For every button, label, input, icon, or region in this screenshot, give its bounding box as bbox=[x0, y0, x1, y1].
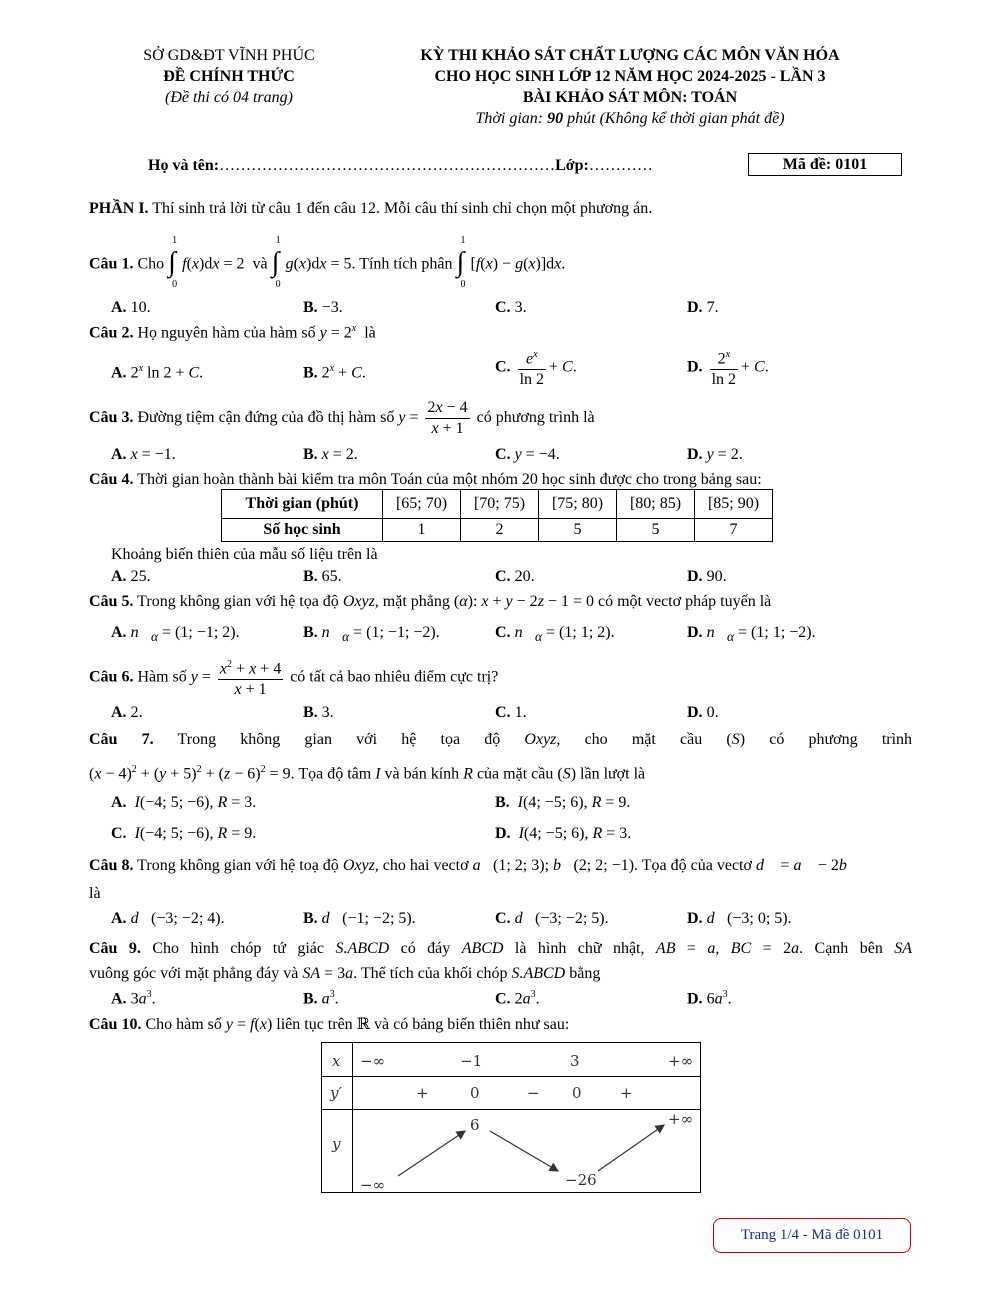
q6-option-d[interactable]: D. 0. bbox=[687, 704, 719, 721]
q5-option-c[interactable]: C. $n⃗_\alpha = (1$; 1; 2). bbox=[495, 624, 615, 645]
question-8: Câu 8. Trong không gian với hệ toạ độ Oxyz, cho hai vectơ a⃗(1; 2; 3); b⃗(2; 2; −1). Tọa độ của vectơ d⃗ = a⃗ − 2b⃗ bbox=[89, 857, 860, 874]
q4-option-a[interactable]: A. 25. bbox=[111, 568, 151, 585]
question-4: Câu 4. Thời gian hoàn thành bài kiểm tra môn Toán của một nhóm 20 học sinh được cho trong bảng sau: bbox=[89, 471, 762, 488]
question-5: Câu 5. Trong không gian với hệ tọa độ Oxyz, mặt phẳng (α): x + y − 2z − 1 = 0 có một vectơ pháp tuyến là bbox=[89, 593, 772, 610]
q2-option-c[interactable]: C. $\frac{e^x}{\ln 2}$ + C. bbox=[495, 345, 577, 390]
q5-option-d[interactable]: D. $n⃗_\alpha = (1$; 1; −2). bbox=[687, 624, 816, 645]
variation-table bbox=[321, 1042, 701, 1193]
q3-option-d[interactable]: D. y = 2. bbox=[687, 446, 743, 463]
question-9: Câu 9. Cho hình chóp tứ giác S.ABCD có đáy ABCD là hình chữ nhật, AB = a, BC = 2a. Cạnh bên SA bbox=[89, 940, 913, 957]
vt-y-label: y bbox=[332, 1135, 341, 1153]
q4-option-c[interactable]: C. 20. bbox=[495, 568, 535, 585]
vt-y-max: 6 bbox=[470, 1116, 480, 1134]
q8-option-d[interactable]: D. d⃗(−3; 0; 5). bbox=[687, 910, 792, 927]
vt-y-plus-inf: +∞ bbox=[668, 1110, 694, 1128]
question-2: Câu 2. Họ nguyên hàm của hàm số $y = 2^x$ là bbox=[89, 323, 376, 342]
q1-option-d[interactable]: D. 7. bbox=[687, 299, 719, 316]
q3-option-a[interactable]: A. x = −1. bbox=[111, 446, 176, 463]
q1-option-a[interactable]: A. 10. bbox=[111, 299, 151, 316]
question-8-la: là bbox=[89, 885, 101, 902]
vt-x-value: +∞ bbox=[668, 1052, 694, 1070]
vt-y-minus-inf: −∞ bbox=[360, 1176, 386, 1194]
vt-x-label: x bbox=[332, 1052, 341, 1070]
student-info-line bbox=[148, 157, 653, 175]
vt-x-value: −1 bbox=[460, 1052, 483, 1070]
arrow-up-2 bbox=[598, 1125, 664, 1171]
vt-sign: + bbox=[620, 1084, 633, 1102]
exam-title: KỲ THI KHẢO SÁT CHẤT LƯỢNG CÁC MÔN VĂN HÓA bbox=[420, 47, 840, 64]
table-interval: [75; 80) bbox=[539, 490, 617, 519]
q4-option-d[interactable]: D. 90. bbox=[687, 568, 727, 585]
q9-option-a[interactable]: A. $3a^3$. bbox=[111, 989, 156, 1008]
q7-option-c[interactable]: C. I(−4; 5; −6), R = 9. bbox=[111, 825, 257, 842]
q7-option-d[interactable]: D. I(4; −5; 6), R = 3. bbox=[495, 825, 632, 842]
time-frequency-table bbox=[221, 489, 773, 542]
vt-x-value: 3 bbox=[570, 1052, 580, 1070]
page-footer: Trang 1/4 - Mã đề 0101 bbox=[713, 1218, 911, 1253]
q5-option-a[interactable]: A. $n⃗_\alpha = (1$; −1; 2). bbox=[111, 624, 240, 645]
q9-option-c[interactable]: C. $2a^3$. bbox=[495, 989, 540, 1008]
name-field[interactable]: ……………………………………………………… bbox=[219, 157, 556, 174]
table-interval: [65; 70) bbox=[383, 490, 461, 519]
q3-option-b[interactable]: B. x = 2. bbox=[303, 446, 358, 463]
official-label: ĐỀ CHÍNH THỨC bbox=[163, 68, 295, 85]
vt-sign: 0 bbox=[572, 1084, 582, 1102]
vt-arrows bbox=[322, 1043, 702, 1194]
page-count-note: (Đề thi có 04 trang) bbox=[165, 89, 293, 106]
exam-time: Thời gian: 90 phút (Không kể thời gian phát đề) bbox=[475, 110, 785, 127]
exam-subject: BÀI KHẢO SÁT MÔN: TOÁN bbox=[522, 89, 738, 106]
vt-sign: + bbox=[416, 1084, 429, 1102]
table-interval: [80; 85) bbox=[617, 490, 695, 519]
question-7-line2: $(x - 4)^2 + (y + 5)^2 + (z - 6)^2 = 9$. Tọa độ tâm I và bán kính R của mặt cầu (S) lần lượt là bbox=[89, 764, 646, 783]
q8-option-c[interactable]: C. d⃗(−3; −2; 5). bbox=[495, 910, 609, 927]
q9-option-d[interactable]: D. $6a^3$. bbox=[687, 989, 732, 1008]
q8-option-a[interactable]: A. d⃗(−3; −2; 4). bbox=[111, 910, 225, 927]
table-interval: [70; 75) bbox=[461, 490, 539, 519]
table-header-label: Thời gian (phút) bbox=[222, 490, 383, 519]
table-count: 1 bbox=[383, 519, 461, 542]
table-row-label: Số học sinh bbox=[222, 519, 383, 542]
q6-option-c[interactable]: C. 1. bbox=[495, 704, 527, 721]
question-9-line2: vuông góc với mặt phẳng đáy và SA = 3a. Thể tích của khối chóp S.ABCD bằng bbox=[89, 965, 601, 982]
q4-option-b[interactable]: B. 65. bbox=[303, 568, 342, 585]
part1-instruction: PHẦN I. Thí sinh trả lời từ câu 1 đến câu 12. Mỗi câu thí sinh chỉ chọn một phương án. bbox=[89, 200, 653, 217]
class-label: Lớp: bbox=[555, 157, 589, 174]
q2-option-d[interactable]: D. $\frac{2^x}{\ln 2}$ + C. bbox=[687, 345, 769, 390]
exam-subtitle: CHO HỌC SINH LỚP 12 NĂM HỌC 2024-2025 - LẦN 3 bbox=[434, 68, 826, 85]
q7-option-a[interactable]: A. I(−4; 5; −6), R = 3. bbox=[111, 794, 257, 811]
table-count: 7 bbox=[695, 519, 773, 542]
q6-option-b[interactable]: B. 3. bbox=[303, 704, 334, 721]
question-10: Câu 10. Cho hàm số y = f(x) liên tục trên ℝ và có bảng biến thiên như sau: bbox=[89, 1016, 570, 1033]
q5-option-b[interactable]: B. $n⃗_\alpha = (1$; −1; −2). bbox=[303, 624, 440, 645]
q1-option-b[interactable]: B. −3. bbox=[303, 299, 343, 316]
q7-option-b[interactable]: B. I(4; −5; 6), R = 9. bbox=[495, 794, 631, 811]
table-interval: [85; 90) bbox=[695, 490, 773, 519]
arrow-down bbox=[490, 1131, 558, 1171]
q1-option-c[interactable]: C. 3. bbox=[495, 299, 527, 316]
q4-prompt: Khoảng biến thiên của mẫu số liệu trên là bbox=[111, 546, 378, 563]
vt-x-value: −∞ bbox=[360, 1052, 386, 1070]
class-field[interactable]: ………… bbox=[588, 157, 653, 174]
department-name: SỞ GD&ĐT VĨNH PHÚC bbox=[143, 47, 315, 64]
exam-code-box: Mã đề: 0101 bbox=[748, 153, 902, 176]
question-3: Câu 3. Đường tiệm cận đứng của đồ thị hàm số y = $\frac{2x - 4}{x + 1}$ có phương trình là bbox=[89, 399, 595, 437]
q3-option-c[interactable]: C. y = −4. bbox=[495, 446, 560, 463]
table-count: 5 bbox=[539, 519, 617, 542]
arrow-up-1 bbox=[398, 1131, 465, 1176]
q2-option-a[interactable]: A. 2$^x$ ln 2 + C. bbox=[111, 363, 204, 382]
q8-option-b[interactable]: B. d⃗(−1; −2; 5). bbox=[303, 910, 416, 927]
vt-sign: − bbox=[527, 1084, 540, 1102]
table-count: 5 bbox=[617, 519, 695, 542]
table-count: 2 bbox=[461, 519, 539, 542]
vt-sign: 0 bbox=[470, 1084, 480, 1102]
q2-option-b[interactable]: B. $2^x + C$. bbox=[303, 363, 366, 382]
question-1: Câu 1. Cho 1 ∫ 0 f(x)dx = 2 và 1 ∫ 0 g(x)dx = 5. Tính tích phân 1 ∫ 0 [f(x) − g(x)]dx. bbox=[89, 235, 566, 290]
vt-yprime-label: y′ bbox=[330, 1084, 342, 1102]
question-7: Câu 7. Trong không gian với hệ tọa độ Oxyz, cho mặt cầu (S) có phương trình bbox=[89, 731, 913, 748]
q9-option-b[interactable]: B. $a^3$. bbox=[303, 989, 339, 1008]
vt-y-min: −26 bbox=[565, 1171, 597, 1189]
q6-option-a[interactable]: A. 2. bbox=[111, 704, 143, 721]
name-label: Họ và tên: bbox=[148, 157, 220, 174]
question-6: Câu 6. Hàm số y = $\frac{x^2 + x + 4}{x + 1}$ có tất cả bao nhiêu điểm cực trị? bbox=[89, 655, 498, 700]
